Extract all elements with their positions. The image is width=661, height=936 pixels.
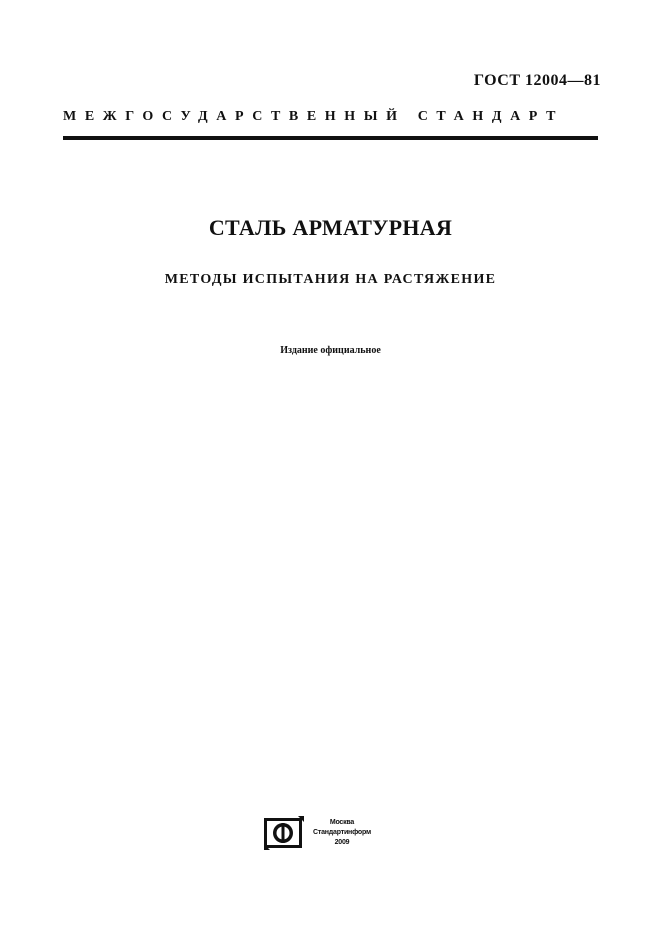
edition-note: Издание официальное — [280, 345, 381, 356]
imprint — [313, 818, 371, 848]
standard-type-heading: МЕЖГОСУДАРСТВЕННЫЙ СТАНДАРТ — [63, 109, 565, 124]
gost-number: ГОСТ 12004—81 — [473, 72, 601, 89]
publisher-block — [264, 816, 371, 850]
publisher-city: Москва — [329, 819, 355, 826]
document-subtitle: МЕТОДЫ ИСПЫТАНИЯ НА РАСТЯЖЕНИЕ — [164, 272, 497, 287]
header-rule — [63, 136, 598, 140]
publisher-year: 2009 — [334, 839, 350, 846]
standartinform-logo-icon — [264, 816, 304, 850]
publisher-name: Стандартинформ — [313, 829, 371, 836]
document-title: СТАЛЬ АРМАТУРНАЯ — [208, 215, 453, 240]
